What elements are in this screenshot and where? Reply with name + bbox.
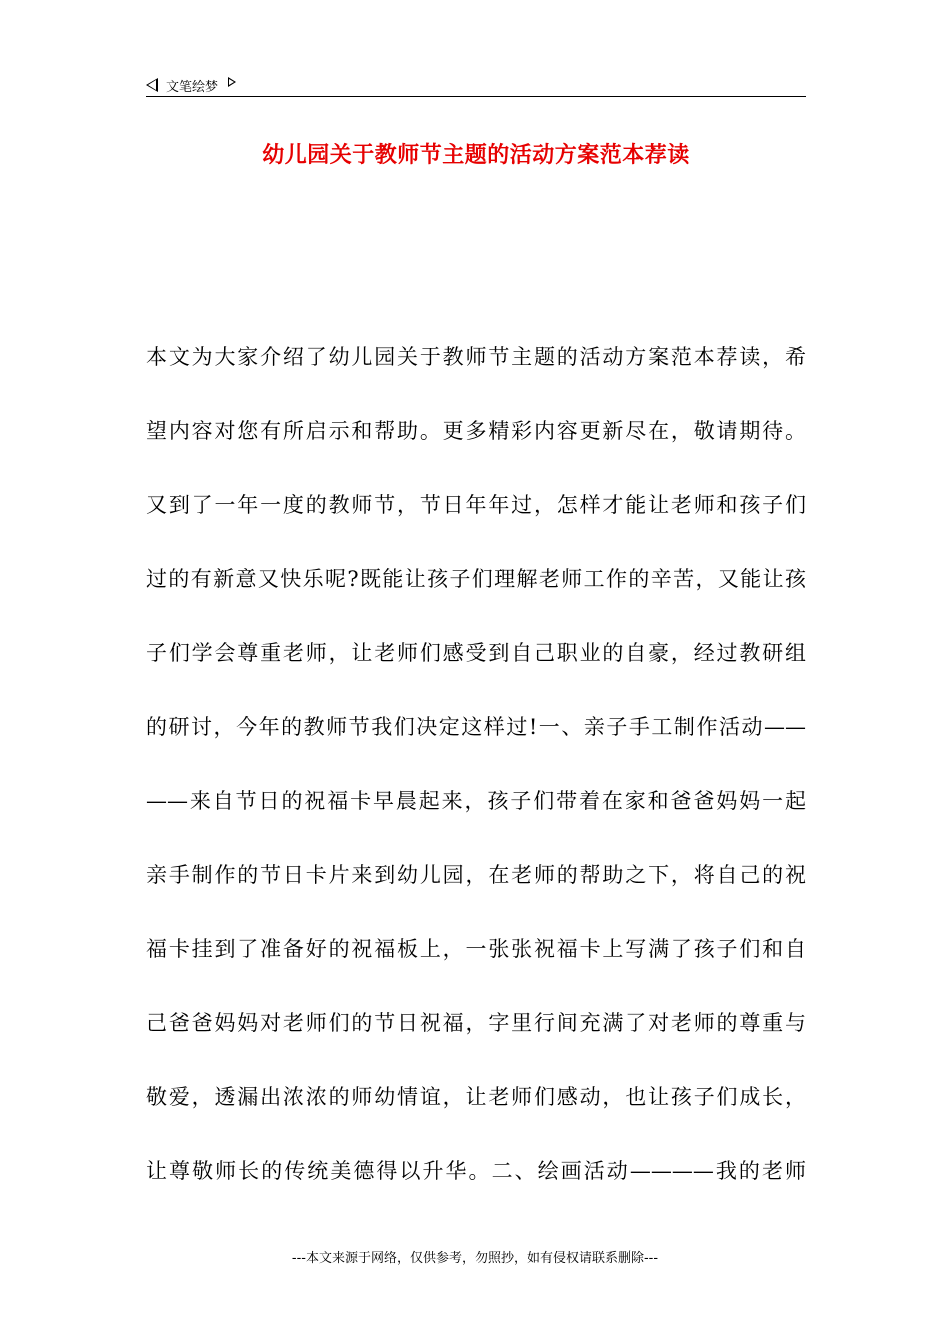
- header-brand: 文笔绘梦: [166, 79, 219, 95]
- body-line: 的研讨，今年的教师节我们决定这样过!一、亲子手工制作活动——: [146, 715, 806, 739]
- body-line: 又到了一年一度的教师节，节日年年过，怎样才能让老师和孩子们: [146, 493, 806, 517]
- body-line: 己爸爸妈妈对老师们的节日祝福，字里行间充满了对老师的尊重与: [146, 1011, 806, 1035]
- body-line: 福卡挂到了准备好的祝福板上，一张张祝福卡上写满了孩子们和自: [146, 937, 806, 961]
- page-footer: ---本文来源于网络，仅供参考，勿照抄，如有侵权请联系删除---: [291, 1251, 659, 1266]
- page-header: [146, 74, 806, 97]
- body-line: 让尊敬师长的传统美德得以升华。二、绘画活动————我的老师: [146, 1159, 806, 1183]
- body-line: 子们学会尊重老师，让老师们感受到自己职业的自豪，经过教研组: [146, 641, 806, 665]
- body-line: 敬爱，透漏出浓浓的师幼情谊，让老师们感动，也让孩子们成长，: [146, 1085, 806, 1109]
- body-line: 本文为大家介绍了幼儿园关于教师节主题的活动方案范本荐读，希: [146, 345, 806, 369]
- body-line: 亲手制作的节日卡片来到幼儿园，在老师的帮助之下，将自己的祝: [146, 863, 806, 887]
- body-line: 望内容对您有所启示和帮助。更多精彩内容更新尽在，敬请期待。: [146, 419, 806, 443]
- body-line: ——来自节日的祝福卡早晨起来，孩子们带着在家和爸爸妈妈一起: [146, 789, 806, 813]
- triangle-left-outline-icon: [146, 78, 158, 92]
- document-title: 幼儿园关于教师节主题的活动方案范本荐读: [262, 142, 690, 168]
- document-body: [146, 320, 806, 1208]
- body-line: 过的有新意又快乐呢?既能让孩子们理解老师工作的辛苦，又能让孩: [146, 567, 806, 591]
- triangle-right-outline-icon: [228, 77, 236, 87]
